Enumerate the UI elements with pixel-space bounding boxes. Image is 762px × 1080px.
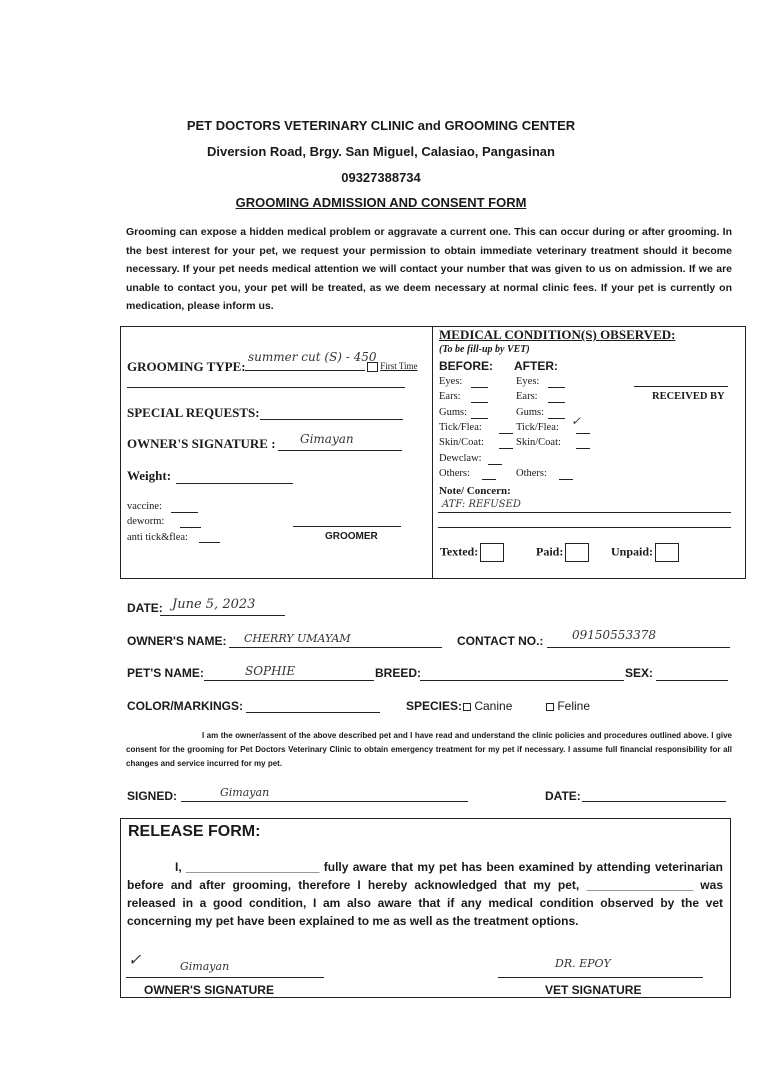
owner-signature-label: OWNER'S SIGNATURE :: [127, 436, 276, 451]
owner-name-value: CHERRY UMAYAM: [244, 632, 351, 645]
weight-label: Weight:: [127, 468, 172, 483]
unpaid-label: Unpaid:: [611, 544, 654, 559]
release-text: I, ____________________ fully aware that my pet has been examined by attending veterinarian before and after grooming, therefore I hereby acknowledged that my pet, ________________ was released in a good condition, I am also aware that if any medical condition observed by the vet concerning my pet have been explained to me as well as the treatment options.: [127, 860, 723, 928]
note-line-2: [438, 527, 731, 528]
canine-label: Canine: [474, 699, 513, 713]
vaccine-line: [171, 512, 198, 513]
before-item-line: [488, 464, 502, 465]
pet-name-line: [204, 680, 374, 681]
release-owner-sig-label: OWNER'S SIGNATURE: [144, 983, 274, 997]
owner-signature-value: Gimayan: [300, 432, 354, 446]
after-item-line: [548, 418, 565, 419]
color-line: [246, 712, 380, 713]
before-item-line: [499, 448, 513, 449]
after-item-line: [548, 402, 565, 403]
before-item-line: [482, 479, 496, 480]
grooming-type-line-2: [127, 387, 405, 388]
breed-label: BREED:: [375, 666, 422, 680]
contact-line: [547, 647, 730, 648]
feline-checkbox[interactable]: [546, 703, 554, 711]
contact-label: CONTACT NO.:: [457, 634, 544, 648]
received-by-line: [634, 386, 728, 387]
first-time-label: First Time: [380, 361, 418, 371]
received-by-label: RECEIVED BY: [652, 391, 725, 402]
contact-value: 09150553378: [572, 628, 656, 642]
signed-label: SIGNED:: [127, 789, 178, 803]
after-item: Skin/Coat:: [516, 437, 561, 449]
owner-check-mark: ✓: [128, 950, 142, 969]
feline-label: Feline: [557, 699, 591, 713]
clinic-address: Diversion Road, Brgy. San Miguel, Calasiao, Pangasinan: [207, 144, 555, 159]
before-item: Dewclaw:: [439, 452, 482, 464]
grooming-type-label: GROOMING TYPE:: [127, 359, 246, 374]
release-owner-sig-value: Gimayan: [180, 960, 230, 973]
canine-checkbox[interactable]: [463, 703, 471, 711]
before-item: Eyes:: [439, 376, 463, 387]
signed-value: Gimayan: [220, 786, 270, 799]
texted-checkbox[interactable]: [480, 543, 504, 562]
first-time-checkbox[interactable]: [367, 361, 418, 372]
release-owner-sig-line: [126, 977, 324, 978]
before-label: BEFORE:: [439, 359, 493, 373]
before-item: Ears:: [439, 391, 461, 403]
signed-date-label: DATE:: [545, 789, 581, 803]
after-item: Tick/Flea:: [516, 421, 559, 433]
consent-text: I am the owner/assent of the above described pet and I have read and understand the clinic policies and procedures outlined above. I give consent for the grooming for Pet Doctors Veterinary Clinic to obtain emergency treatment for my pet if necessary. I assume full financial responsibility for all changes and service incurred for my pet.: [126, 731, 732, 768]
after-item-line: [559, 479, 573, 480]
groomer-label: GROOMER: [325, 531, 378, 542]
deworm-line: [180, 527, 201, 528]
note-label: Note/ Concern:: [439, 485, 511, 497]
after-item-line: [576, 448, 590, 449]
grooming-type-line: [245, 370, 365, 371]
pet-name-label: PET'S NAME:: [127, 666, 204, 680]
before-item: Skin/Coat:: [439, 437, 484, 449]
after-item-line: [576, 433, 590, 434]
before-item-line: [471, 402, 488, 403]
signed-line: [181, 801, 468, 802]
texted-field[interactable]: [440, 543, 504, 562]
after-item: Others:: [516, 467, 547, 479]
color-label: COLOR/MARKINGS:: [127, 699, 243, 713]
canine-option[interactable]: [463, 699, 512, 713]
release-title: RELEASE FORM:: [128, 823, 261, 840]
after-item: Gums:: [516, 406, 545, 418]
weight-line: [176, 483, 293, 484]
medical-condition-title: MEDICAL CONDITION(S) OBSERVED:: [439, 327, 676, 342]
paid-field[interactable]: [536, 543, 589, 562]
groomer-line: [293, 526, 401, 527]
paid-checkbox[interactable]: [565, 543, 589, 562]
after-label: AFTER:: [514, 359, 558, 373]
sex-line: [656, 680, 728, 681]
date-value: June 5, 2023: [172, 597, 256, 612]
unpaid-checkbox[interactable]: [655, 543, 679, 562]
anti-tick-line: [199, 542, 220, 543]
before-item: Tick/Flea:: [439, 421, 482, 433]
clinic-name: PET DOCTORS VETERINARY CLINIC and GROOMING CENTER: [186, 118, 576, 133]
unpaid-field[interactable]: [611, 543, 679, 562]
anti-tick-label: anti tick&flea:: [127, 532, 188, 543]
owner-name-line: [229, 647, 442, 648]
after-item-line: [548, 387, 565, 388]
owner-signature-line: [278, 450, 402, 451]
before-item: Others:: [439, 467, 470, 479]
paid-label: Paid:: [536, 544, 564, 559]
deworm-label: deworm:: [127, 516, 165, 527]
box-divider: [432, 326, 433, 578]
release-vet-sig-value: DR. EPOY: [555, 957, 611, 970]
signed-date-line: [582, 801, 726, 802]
species-label: SPECIES:: [406, 699, 463, 713]
after-tickflea-mark: ✓: [571, 414, 582, 428]
date-line: [160, 615, 285, 616]
pet-name-value: SOPHIE: [245, 664, 296, 678]
date-label: DATE:: [127, 601, 163, 615]
before-item: Gums:: [439, 406, 468, 418]
medical-condition-subtitle: (To be fill-up by VET): [439, 344, 530, 355]
special-requests-label: SPECIAL REQUESTS:: [127, 405, 260, 420]
owner-name-label: OWNER'S NAME:: [127, 634, 227, 648]
form-title: GROOMING ADMISSION AND CONSENT FORM: [235, 195, 527, 210]
breed-line: [420, 680, 624, 681]
intro-paragraph: Grooming can expose a hidden medical problem or aggravate a current one. This can occur during or after grooming. In the best interest for your pet, we request your permission to obtain immediate veterinary treatment should it become necessary. If your pet needs medical attention we will contact your number that was given to us on admission. If we are unable to contact you, your pet will be treated, as we deem necessary at normal clinic fees. If your pet is currently on medication, please inform us.: [126, 226, 732, 312]
sex-label: SEX:: [625, 666, 654, 680]
after-item: Eyes:: [516, 376, 540, 387]
feline-option[interactable]: [546, 699, 590, 713]
note-line-1: [438, 512, 731, 513]
before-item-line: [471, 387, 488, 388]
after-item: Ears:: [516, 391, 538, 403]
special-requests-line: [260, 419, 403, 420]
vaccine-label: vaccine:: [127, 501, 162, 512]
texted-label: Texted:: [440, 544, 479, 559]
grooming-type-value: summer cut (S) - 450: [248, 350, 377, 364]
release-vet-sig-label: VET SIGNATURE: [545, 983, 642, 997]
before-item-line: [471, 418, 488, 419]
clinic-phone: 09327388734: [341, 170, 421, 185]
note-value: ATF: REFUSED: [442, 499, 521, 510]
release-vet-sig-line: [498, 977, 703, 978]
before-item-line: [499, 433, 513, 434]
